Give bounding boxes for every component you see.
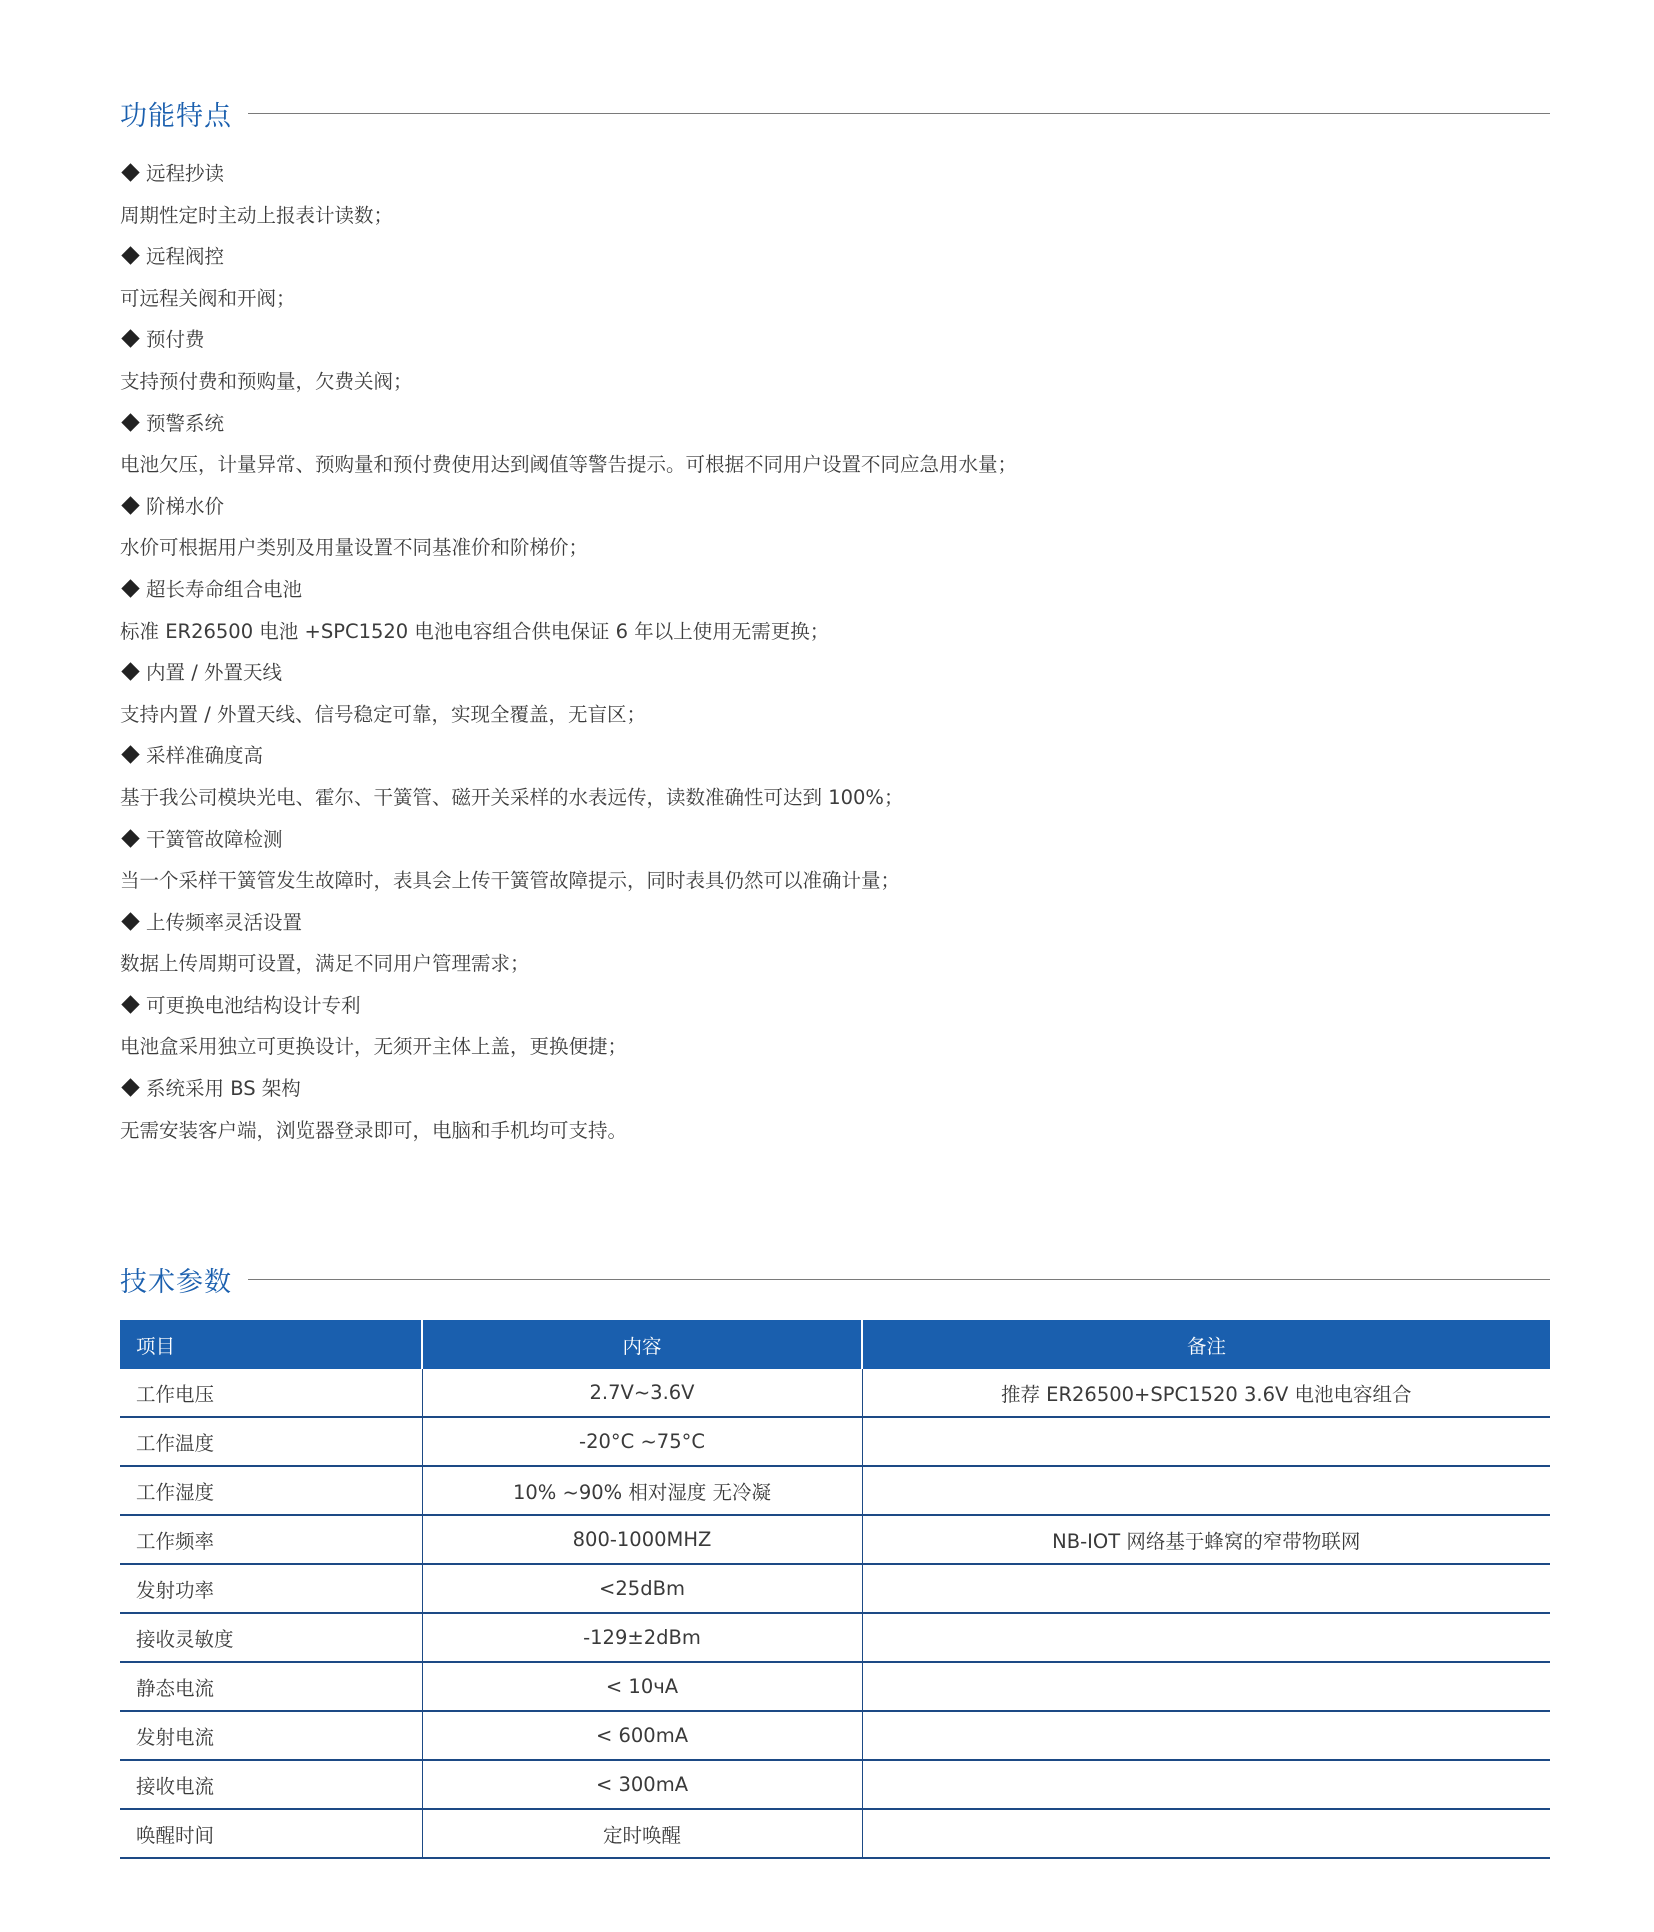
table-row: [120, 1466, 1550, 1515]
cell-item: 工作频率: [120, 1515, 422, 1564]
cell-content: < 10чA: [422, 1662, 862, 1711]
feature-description: 支持内置 / 外置天线、信号稳定可靠，实现全覆盖，无盲区；: [120, 702, 646, 726]
cell-content: 10% ~90% 相对湿度 无冷凝: [422, 1466, 862, 1515]
feature-description: 电池盒采用独立可更换设计，无须开主体上盖，更换便捷；: [120, 1035, 628, 1059]
features-section-title: 功能特点: [120, 101, 232, 132]
cell-item: 发射电流: [120, 1711, 422, 1760]
feature-item: [120, 319, 1550, 402]
cell-remark: [862, 1613, 1550, 1662]
feature-heading-text: 内置 / 外置天线: [146, 661, 282, 685]
table-row: [120, 1417, 1550, 1466]
feature-heading: [120, 569, 1550, 611]
feature-description: 水价可根据用户类别及用量设置不同基准价和阶梯价；: [120, 536, 589, 560]
feature-description: 可远程关阀和开阀；: [120, 286, 296, 310]
cell-item: 接收灵敏度: [120, 1613, 422, 1662]
cell-content: -129±2dBm: [422, 1613, 862, 1662]
specs-table: [120, 1320, 1550, 1859]
feature-item: [120, 1068, 1550, 1151]
cell-remark: [862, 1564, 1550, 1613]
feature-item: [120, 403, 1550, 486]
feature-heading-text: 上传频率灵活设置: [146, 910, 303, 934]
features-list: [120, 153, 1550, 1151]
cell-item: 唤醒时间: [120, 1809, 422, 1858]
feature-heading-text: 阶梯水价: [146, 494, 225, 518]
feature-description: 支持预付费和预购量，欠费关阀；: [120, 369, 413, 393]
cell-remark: [862, 1662, 1550, 1711]
cell-content: 800-1000MHZ: [422, 1515, 862, 1564]
cell-remark: 推荐 ER26500+SPC1520 3.6V 电池电容组合: [862, 1369, 1550, 1417]
feature-heading-text: 预付费: [146, 328, 205, 352]
cell-item: 静态电流: [120, 1662, 422, 1711]
feature-item: [120, 236, 1550, 319]
feature-heading: [120, 153, 1550, 195]
table-row: [120, 1613, 1550, 1662]
section-divider: [248, 113, 1550, 114]
table-row: [120, 1662, 1550, 1711]
feature-heading-text: 预警系统: [146, 411, 225, 435]
feature-heading-text: 系统采用 BS 架构: [146, 1077, 301, 1101]
diamond-bullet-icon: [121, 995, 139, 1013]
diamond-bullet-icon: [121, 912, 139, 930]
feature-heading-text: 超长寿命组合电池: [146, 577, 303, 601]
feature-heading-text: 可更换电池结构设计专利: [146, 993, 361, 1017]
cell-content: <25dBm: [422, 1564, 862, 1613]
specs-section-header: [120, 1260, 1550, 1299]
diamond-bullet-icon: [121, 413, 139, 431]
table-row: [120, 1760, 1550, 1809]
feature-description: 电池欠压，计量异常、预购量和预付费使用达到阈值等警告提示。可根据不同用户设置不同应急用水量；: [120, 453, 1018, 477]
feature-heading: [120, 819, 1550, 861]
cell-remark: [862, 1809, 1550, 1858]
cell-item: 接收电流: [120, 1760, 422, 1809]
feature-heading: [120, 486, 1550, 528]
feature-heading-text: 远程抄读: [146, 162, 225, 185]
feature-item: [120, 819, 1550, 902]
feature-heading: [120, 902, 1550, 944]
diamond-bullet-icon: [121, 746, 139, 764]
diamond-bullet-icon: [121, 246, 139, 264]
features-section-header: [120, 94, 1550, 133]
cell-remark: NB-IOT 网络基于蜂窝的窄带物联网: [862, 1515, 1550, 1564]
specs-header-row: [120, 1320, 1550, 1369]
diamond-bullet-icon: [121, 330, 139, 348]
cell-content: 2.7V~3.6V: [422, 1369, 862, 1417]
feature-item: [120, 985, 1550, 1068]
diamond-bullet-icon: [121, 579, 139, 597]
feature-description: 标准 ER26500 电池 +SPC1520 电池电容组合供电保证 6 年以上使用无需更换；: [120, 619, 830, 643]
feature-item: [120, 735, 1550, 818]
section-divider: [248, 1279, 1550, 1280]
cell-remark: [862, 1760, 1550, 1809]
diamond-bullet-icon: [121, 163, 139, 181]
feature-heading: [120, 236, 1550, 278]
table-row: [120, 1564, 1550, 1613]
feature-heading-text: 采样准确度高: [146, 744, 264, 768]
table-row: [120, 1711, 1550, 1760]
feature-heading-text: 干簧管故障检测: [146, 827, 283, 851]
feature-description: 无需安装客户端，浏览器登录即可，电脑和手机均可支持。: [120, 1118, 628, 1142]
cell-item: 工作温度: [120, 1417, 422, 1466]
cell-remark: [862, 1711, 1550, 1760]
feature-item: [120, 486, 1550, 569]
feature-item: [120, 652, 1550, 735]
feature-item: [120, 153, 1550, 236]
cell-item: 工作湿度: [120, 1466, 422, 1515]
feature-heading: [120, 985, 1550, 1027]
feature-heading: [120, 735, 1550, 777]
cell-content: 定时唤醒: [422, 1809, 862, 1858]
table-row: [120, 1515, 1550, 1564]
feature-heading: [120, 403, 1550, 445]
feature-description: 数据上传周期可设置，满足不同用户管理需求；: [120, 952, 530, 976]
specs-table-body: [120, 1369, 1550, 1858]
header-remark: 备注: [862, 1320, 1550, 1369]
specs-section-title: 技术参数: [120, 1267, 232, 1298]
feature-heading: [120, 1068, 1550, 1110]
cell-remark: [862, 1466, 1550, 1515]
diamond-bullet-icon: [121, 829, 139, 847]
diamond-bullet-icon: [121, 1078, 139, 1096]
diamond-bullet-icon: [121, 496, 139, 514]
feature-heading: [120, 652, 1550, 694]
header-content: 内容: [422, 1320, 862, 1369]
header-item: 项目: [120, 1320, 422, 1369]
feature-description: 周期性定时主动上报表计读数；: [120, 203, 394, 227]
feature-item: [120, 902, 1550, 985]
cell-remark: [862, 1417, 1550, 1466]
table-row: [120, 1369, 1550, 1417]
cell-content: < 300mA: [422, 1760, 862, 1809]
table-row: [120, 1809, 1550, 1858]
feature-heading-text: 远程阀控: [146, 245, 225, 269]
feature-heading: [120, 319, 1550, 361]
diamond-bullet-icon: [121, 662, 139, 680]
cell-item: 发射功率: [120, 1564, 422, 1613]
cell-item: 工作电压: [120, 1369, 422, 1417]
cell-content: < 600mA: [422, 1711, 862, 1760]
feature-description: 当一个采样干簧管发生故障时，表具会上传干簧管故障提示，同时表具仍然可以准确计量；: [120, 869, 901, 893]
cell-content: -20°C ~75°C: [422, 1417, 862, 1466]
feature-description: 基于我公司模块光电、霍尔、干簧管、磁开关采样的水表远传，读数准确性可达到 100%；: [120, 785, 904, 809]
feature-item: [120, 569, 1550, 652]
